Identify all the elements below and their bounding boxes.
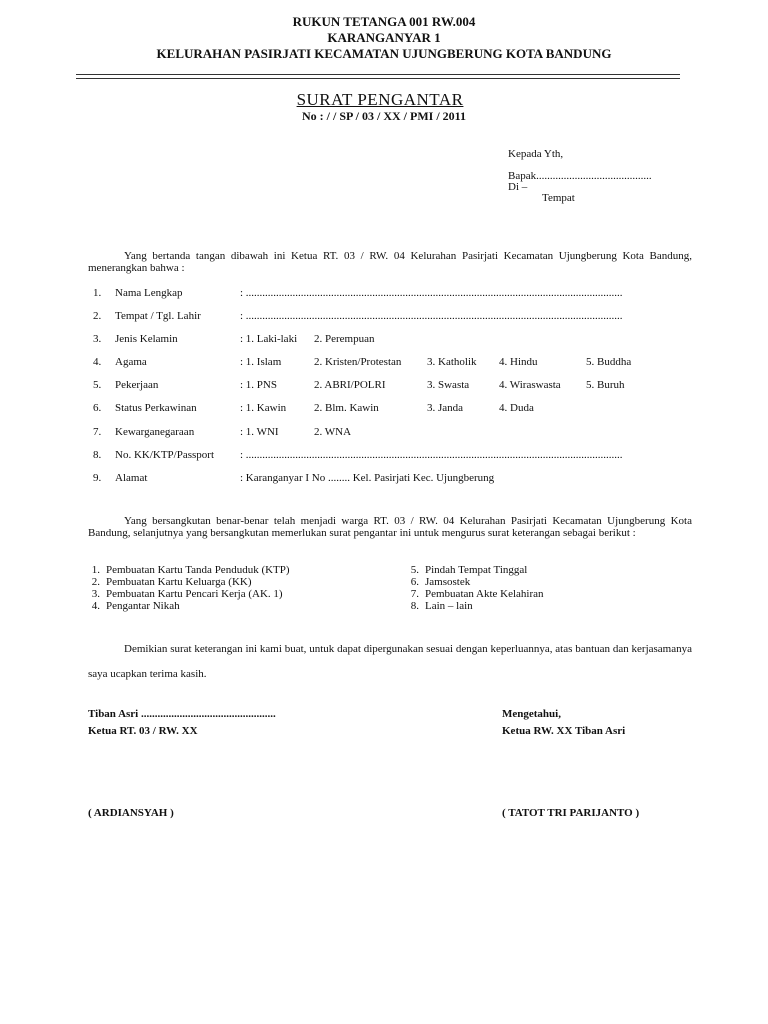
field-number: 6. xyxy=(93,402,102,414)
field-number: 3. xyxy=(93,333,102,345)
field-value: : ......................................................................................................................................... xyxy=(240,449,623,461)
signature-right-name: ( TATOT TRI PARIJANTO ) xyxy=(502,807,640,819)
list-item: 8. Lain – lain xyxy=(410,600,473,612)
header-divider-bottom xyxy=(76,78,680,79)
recipient-bapak: Bapak.......................................... xyxy=(508,170,652,182)
signature-left-place: Tiban Asri ................................................. xyxy=(88,708,276,720)
field-value: : Karanganyar I No ........ Kel. Pasirjati Kec. Ujungberung xyxy=(240,472,495,484)
field-option: 4. Wiraswasta xyxy=(499,379,561,391)
list-item: 5. Pindah Tempat Tinggal xyxy=(410,564,528,576)
list-item: 4. Pengantar Nikah xyxy=(91,600,180,612)
field-label: Status Perkawinan xyxy=(115,402,197,414)
intro-paragraph: Yang bertanda tangan dibawah ini Ketua RT. 03 / RW. 04 Kelurahan Pasirjati Kecamatan Ujungberung Kota Bandung, menerangkan bahwa : xyxy=(88,250,692,274)
field-number: 8. xyxy=(93,449,102,461)
recipient-di: Di – xyxy=(508,181,528,193)
field-value: : ......................................................................................................................................... xyxy=(240,310,623,322)
field-option: 5. Buddha xyxy=(586,356,632,368)
list-item: 3. Pembuatan Kartu Pencari Kerja (AK. 1) xyxy=(91,588,283,600)
field-option: 2. Perempuan xyxy=(314,333,375,345)
field-label: Tempat / Tgl. Lahir xyxy=(115,310,201,322)
signature-right-title: Ketua RW. XX Tiban Asri xyxy=(502,725,626,737)
field-number: 2. xyxy=(93,310,102,322)
purpose-list-right xyxy=(397,564,544,612)
signature-right-place: Mengetahui, xyxy=(502,708,561,720)
list-item: 2. Pembuatan Kartu Keluarga (KK) xyxy=(91,576,252,588)
field-label: Agama xyxy=(115,356,147,368)
field-label: Jenis Kelamin xyxy=(115,333,178,345)
field-value: : 1. WNI xyxy=(240,426,279,438)
field-option: 2. ABRI/POLRI xyxy=(314,379,386,391)
purpose-list-left xyxy=(78,564,290,612)
field-value: : 1. Kawin xyxy=(240,402,287,414)
field-label: Nama Lengkap xyxy=(115,287,183,299)
header-area: KARANGANYAR 1 xyxy=(327,30,441,45)
field-label: Alamat xyxy=(115,472,148,484)
field-number: 7. xyxy=(93,426,102,438)
field-label: Pekerjaan xyxy=(115,379,159,391)
field-option: 3. Katholik xyxy=(427,356,477,368)
field-option: 4. Duda xyxy=(499,402,534,414)
field-number: 9. xyxy=(93,472,102,484)
closing-paragraph: Demikian surat keterangan ini kami buat, untuk dapat dipergunakan sesuai dengan keperluannya, atas bantuan dan kerjasamanya saya ucapkan terima kasih. xyxy=(88,643,692,680)
recipient-kepada: Kepada Yth, xyxy=(508,148,564,160)
letter-number: No : / / SP / 03 / XX / PMI / 2011 xyxy=(301,109,466,123)
field-number: 5. xyxy=(93,379,102,391)
field-option: 5. Buruh xyxy=(586,379,625,391)
header-rt-rw: RUKUN TETANGA 001 RW.004 xyxy=(292,14,476,29)
field-value: : 1. Islam xyxy=(240,356,282,368)
field-option: 3. Janda xyxy=(427,402,464,414)
field-value: : ......................................................................................................................................... xyxy=(240,287,623,299)
field-label: No. KK/KTP/Passport xyxy=(115,449,215,461)
field-label: Kewarganegaraan xyxy=(115,426,195,438)
field-value: : 1. PNS xyxy=(240,379,277,391)
recipient-tempat: Tempat xyxy=(542,192,575,204)
list-item: 6. Jamsostek xyxy=(410,576,471,588)
header-divider-top xyxy=(76,74,680,75)
field-number: 1. xyxy=(93,287,102,299)
field-option: 2. Blm. Kawin xyxy=(314,402,379,414)
field-option: 3. Swasta xyxy=(427,379,470,391)
signature-left-title: Ketua RT. 03 / RW. XX xyxy=(88,725,198,737)
list-item: 7. Pembuatan Akte Kelahiran xyxy=(410,588,544,600)
field-option: 2. WNA xyxy=(314,426,352,438)
header-kelurahan: KELURAHAN PASIRJATI KECAMATAN UJUNGBERUNG KOTA BANDUNG xyxy=(156,46,612,61)
signature-left-name: ( ARDIANSYAH ) xyxy=(88,807,174,819)
letter-title: SURAT PENGANTAR xyxy=(296,90,464,109)
field-option: 2. Kristen/Protestan xyxy=(314,356,402,368)
field-option: 4. Hindu xyxy=(499,356,538,368)
field-number: 4. xyxy=(93,356,102,368)
list-item: 1. Pembuatan Kartu Tanda Penduduk (KTP) xyxy=(91,564,290,576)
field-value: : 1. Laki-laki xyxy=(240,333,298,345)
statement-paragraph: Yang bersangkutan benar-benar telah menjadi warga RT. 03 / RW. 04 Kelurahan Pasirjati Kecamatan Ujungberung Kota Bandung, selanjutnya yang bersangkutan memerlukan surat pengantar ini untuk mengurus surat keterangan sebagai berikut : xyxy=(88,515,692,539)
